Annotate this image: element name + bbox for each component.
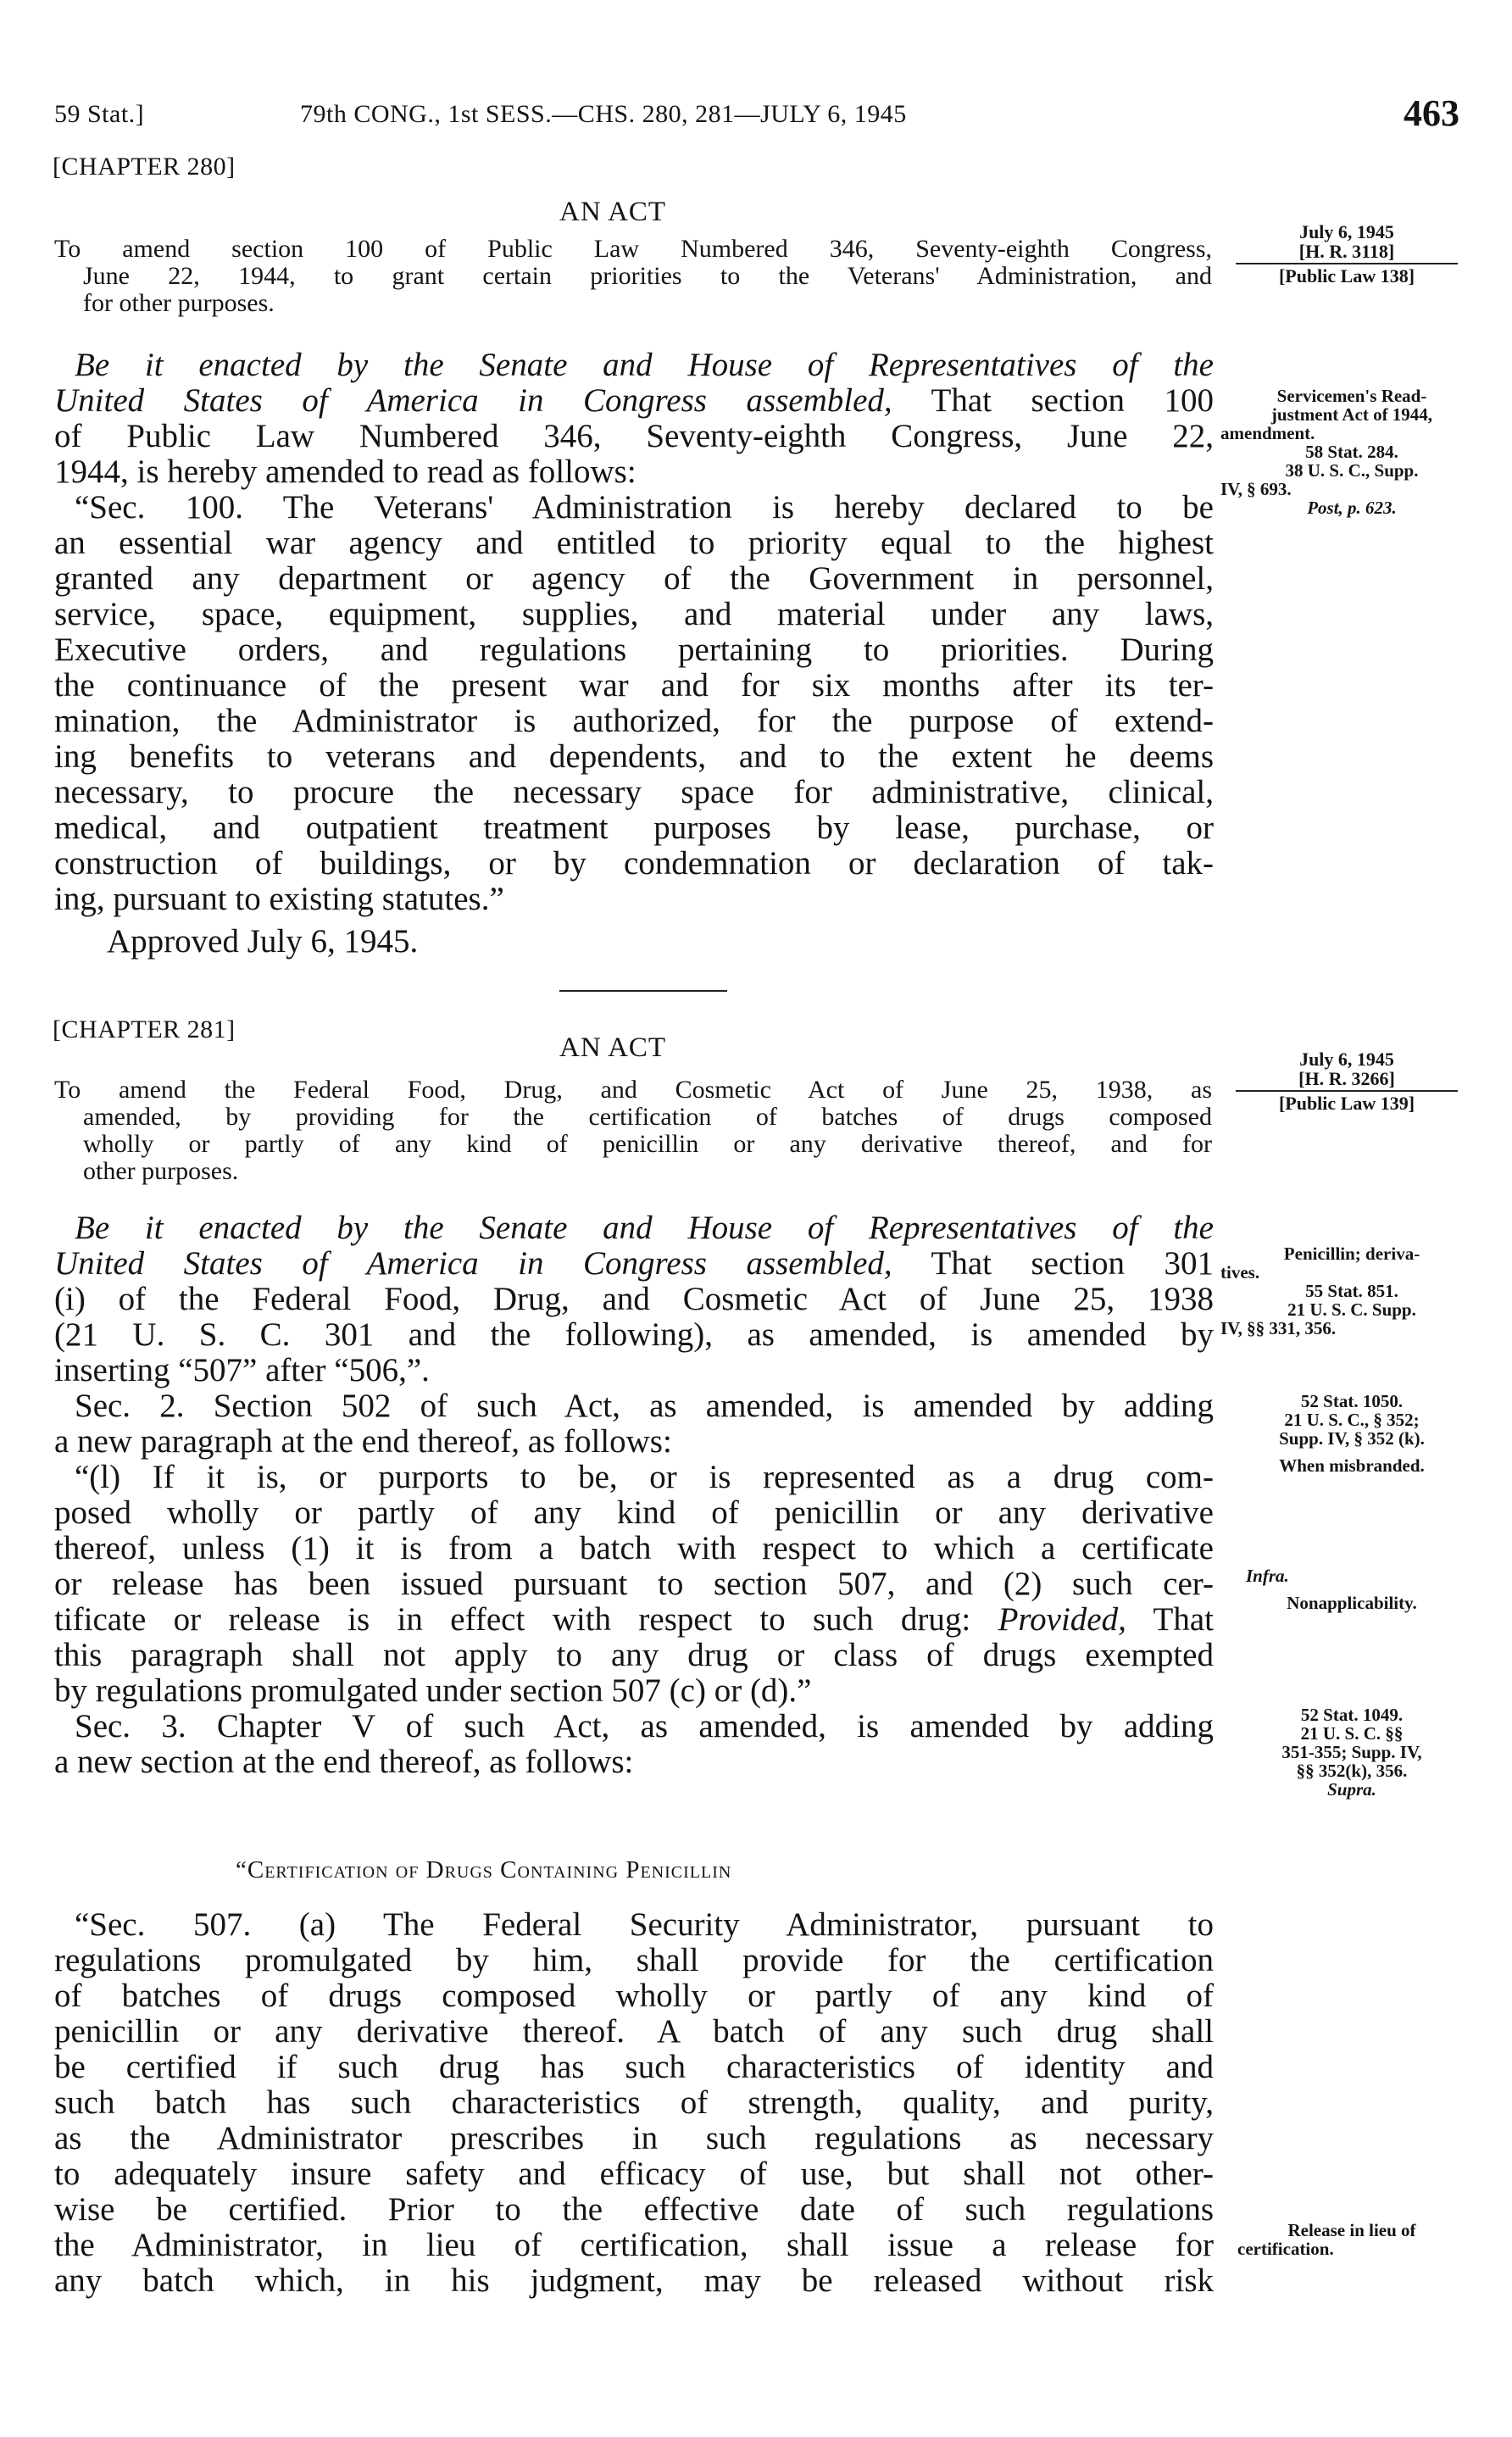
enactment-date: July 6, 1945 (1299, 221, 1394, 242)
margin-note: 52 Stat. 1049. (1300, 1705, 1404, 1725)
margin-note: IV, §§ 331, 356. (1220, 1318, 1337, 1338)
text-line: construction of buildings, or by condemnation or declaration of tak- (54, 846, 1214, 882)
margin-note: 58 Stat. 284. (1305, 442, 1398, 462)
section-heading: “Certification of Drugs Containing Penicillin (236, 1856, 732, 1883)
enacting-clause: Be it enacted by the Senate and House of Representatives of the (75, 348, 1214, 383)
sec2-line: by regulations promulgated under section 507 (c) or (d).” (54, 1673, 812, 1709)
title-line: wholly or partly of any kind of penicillin or any derivative thereof, and for (83, 1130, 1212, 1158)
margin-note: 351-355; Supp. IV, (1281, 1742, 1422, 1762)
sec2-line: thereof, unless (1) it is from a batch with respect to which a certificate (54, 1531, 1214, 1566)
margin-note: §§ 352(k), 356. (1296, 1761, 1408, 1781)
title-line: To amend section 100 of Public Law Numbered 346, Seventy-eighth Congress, (54, 235, 1212, 263)
enacting-line (75, 1210, 1214, 1246)
margin-notes-infra (1220, 1566, 1483, 1612)
sec507-line: to adequately insure safety and efficacy of use, but shall not other- (54, 2156, 1214, 2192)
margin-note: IV, § 693. (1220, 479, 1292, 499)
enacting-clause: United States of America in Congress assembled, (54, 383, 892, 419)
margin-note: Post, p. 623. (1307, 498, 1397, 518)
margin-note: 21 U. S. C. §§ (1300, 1723, 1404, 1744)
margin-note: Nonapplicability. (1287, 1593, 1417, 1613)
enactment-date: July 6, 1945 (1299, 1049, 1394, 1070)
title-line: for other purposes. (83, 289, 275, 317)
chapter-280-margin-citation (1236, 222, 1458, 286)
bill-number: [H. R. 3118] (1236, 242, 1458, 264)
text-line: “Sec. 100. The Veterans' Administration is hereby declared to be (75, 490, 1214, 526)
enacting-line (54, 383, 1214, 419)
enacting-clause: United States of America in Congress assembled, (54, 1246, 892, 1282)
chapter-280-label: [CHAPTER 280] (53, 153, 236, 181)
text-line: an essential war agency and entitled to priority equal to the highest (54, 526, 1214, 561)
margin-note: 52 Stat. 1050. (1300, 1391, 1404, 1411)
chapter-281-margin-citation (1236, 1049, 1458, 1113)
sec507-line: penicillin or any derivative thereof. A batch of any such drug shall (54, 2014, 1214, 2050)
enacting-line (54, 1246, 1214, 1282)
title-line: June 22, 1944, to grant certain priorities to the Veterans' Administration, and (83, 262, 1212, 290)
chapter-281-label: [CHAPTER 281] (53, 1015, 236, 1043)
chapter-280-title (54, 236, 1212, 317)
sec2-line: posed wholly or partly of any kind of penicillin or any derivative (54, 1495, 1214, 1531)
margin-note: 21 U. S. C. Supp. (1287, 1299, 1416, 1320)
margin-note: certification. (1237, 2239, 1334, 2259)
margin-notes-release (1220, 2221, 1483, 2258)
chapter-280-body (54, 348, 1214, 917)
title-line: other purposes. (83, 1157, 239, 1185)
sec507-line: wise be certified. Prior to the effective date of such regulations (54, 2192, 1214, 2228)
enacting-line: (21 U. S. C. 301 and the following), as amended, is amended by (54, 1317, 1214, 1353)
enacting-line: inserting “507” after “506,”. (54, 1353, 430, 1388)
chapter-280-margin-notes (1220, 387, 1483, 517)
text-line: granted any department or agency of the Government in personnel, (54, 561, 1214, 597)
text-line: mination, the Administrator is authorized, for the purpose of extend- (54, 704, 1214, 739)
margin-note: Supp. IV, § 352 (k). (1279, 1428, 1425, 1449)
sec507-line: any batch which, in his judgment, may be released without risk (54, 2263, 1214, 2299)
sec507-line: regulations promulgated by him, shall provide for the certification (54, 1943, 1214, 1978)
enacting-line: (i) of the Federal Food, Drug, and Cosmetic Act of June 25, 1938 (54, 1282, 1214, 1317)
sec2-text: That (1126, 1602, 1214, 1638)
sec2-line: or release has been issued pursuant to section 507, and (2) such cer- (54, 1566, 1214, 1602)
sec507-line: as the Administrator prescribes in such regulations as necessary (54, 2121, 1214, 2156)
margin-note: justment Act of 1944, (1270, 404, 1433, 425)
text-line: ing, pursuant to existing statutes.” (54, 882, 504, 917)
running-head-session: 79th CONG., 1st SESS.—CHS. 280, 281—JULY 6, 1945 (300, 100, 907, 128)
chapter-281-body (54, 1210, 1214, 1780)
sec2-line (54, 1602, 1214, 1638)
section-507-body (54, 1907, 1214, 2299)
sec2-line: Sec. 2. Section 502 of such Act, as amended, is amended by adding (75, 1388, 1214, 1424)
title-line: amended, by providing for the certification of batches of drugs composed (83, 1103, 1212, 1131)
sec2-line: “(l) If it is, or purports to be, or is represented as a drug com- (75, 1460, 1214, 1495)
margin-note: amendment. (1220, 423, 1315, 443)
margin-note: Infra. (1246, 1566, 1289, 1586)
text-line: medical, and outpatient treatment purposes by lease, purchase, or (54, 810, 1214, 846)
sec507-line: “Sec. 507. (a) The Federal Security Administrator, pursuant to (75, 1907, 1214, 1943)
sec2-line: a new paragraph at the end thereof, as follows: (54, 1424, 672, 1460)
running-head-volume: 59 Stat.] (54, 100, 145, 128)
sec507-line: of batches of drugs composed wholly or partly of any kind of (54, 1978, 1214, 2014)
text-line: service, space, equipment, supplies, and material under any laws, (54, 597, 1214, 632)
margin-note: 55 Stat. 851. (1305, 1281, 1398, 1301)
text-line: ing benefits to veterans and dependents, and to the extent he deems (54, 739, 1214, 775)
title-line: To amend the Federal Food, Drug, and Cosmetic Act of June 25, 1938, as (54, 1076, 1212, 1104)
text-line: necessary, to procure the necessary space for administrative, clinical, (54, 775, 1214, 810)
margin-note: Release in lieu of (1287, 2220, 1416, 2240)
sec3-line: a new section at the end thereof, as follows: (54, 1744, 634, 1780)
margin-note: 21 U. S. C., § 352; (1284, 1410, 1420, 1430)
enacting-line (75, 348, 1214, 383)
public-law-number: [Public Law 138] (1278, 265, 1415, 287)
margin-note: Supra. (1327, 1779, 1376, 1800)
margin-note: Servicemen's Read- (1276, 386, 1427, 406)
sec2-line: this paragraph shall not apply to any drug or class of drugs exempted (54, 1638, 1214, 1673)
enacting-line: 1944, is hereby amended to read as follows: (54, 454, 636, 490)
enacting-clause: Be it enacted by the Senate and House of Representatives of the (75, 1210, 1214, 1246)
margin-note: Penicillin; deriva- (1283, 1244, 1420, 1264)
sec3-line: Sec. 3. Chapter V of such Act, as amended, is amended by adding (75, 1709, 1214, 1744)
margin-note: 38 U. S. C., Supp. (1285, 460, 1419, 481)
proviso: Provided, (998, 1602, 1126, 1638)
chapter-280-act-heading: AN ACT (559, 197, 667, 227)
margin-note: tives. (1220, 1262, 1260, 1282)
enacting-line: of Public Law Numbered 346, Seventy-eighth Congress, June 22, (54, 419, 1214, 454)
sec2-text: tificate or release is in effect with respect to such drug: (54, 1602, 998, 1638)
sec507-line: such batch has such characteristics of strength, quality, and purity, (54, 2085, 1214, 2121)
enacting-text: That section 100 (892, 383, 1214, 419)
chapter-281-title (54, 1077, 1212, 1185)
enacting-text: That section 301 (892, 1246, 1214, 1282)
page-number: 463 (1404, 92, 1459, 134)
margin-notes-penicillin (1220, 1244, 1483, 1338)
section-divider (559, 990, 727, 992)
margin-note: When misbranded. (1279, 1455, 1425, 1476)
text-line: the continuance of the present war and for six months after its ter- (54, 668, 1214, 704)
approval-date: Approved July 6, 1945. (107, 923, 419, 960)
sec507-line: the Administrator, in lieu of certification, shall issue a release for (54, 2228, 1214, 2263)
sec507-line: be certified if such drug has such characteristics of identity and (54, 2050, 1214, 2085)
chapter-281-act-heading: AN ACT (559, 1032, 667, 1063)
margin-notes-stat-1049 (1220, 1705, 1483, 1799)
public-law-number: [Public Law 139] (1278, 1093, 1415, 1114)
text-line: Executive orders, and regulations pertaining to priorities. During (54, 632, 1214, 668)
bill-number: [H. R. 3266] (1236, 1069, 1458, 1092)
margin-notes-misbranded (1220, 1392, 1483, 1475)
